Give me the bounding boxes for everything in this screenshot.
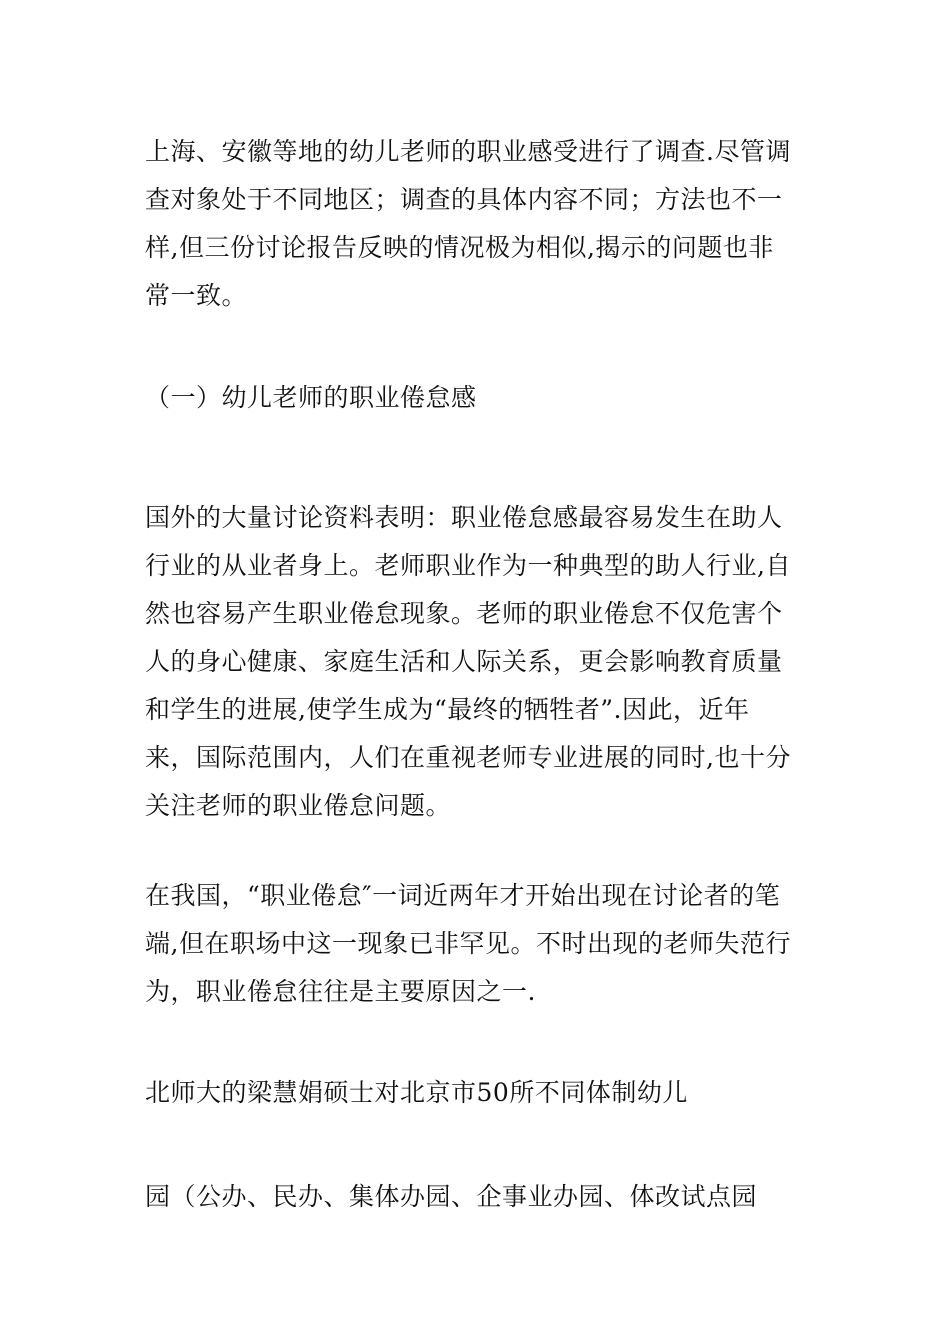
text-line: 北师大的梁慧娟硕士对北京市50所不同体制幼儿 [145,1078,688,1107]
text-line: 人的身心健康、家庭生活和人际关系，更会影响教育质量 [145,647,783,676]
text-line: 国外的大量讨论资料表明：职业倦怠感最容易发生在助人 [145,503,783,532]
heading-text: （一）幼儿老师的职业倦怠感 [145,383,477,412]
text-line: 园（公办、民办、集体办园、企事业办园、体改试点园 [145,1182,758,1211]
text-line: 端,但在职场中这一现象已非罕见。不时出现的老师失范行 [145,929,791,958]
text-line: 样,但三份讨论报告反映的情况极为相似,揭示的问题也非 [145,233,774,262]
text-line: 关注老师的职业倦怠问题。 [145,791,452,820]
text-line: 为，职业倦怠往往是主要原因之一. [145,977,536,1006]
text-line: 查对象处于不同地区；调查的具体内容不同；方法也不一 [145,185,783,214]
text-line: 和学生的进展,使学生成为“最终的牺牲者”.因此，近年 [145,695,750,724]
paragraph-kindergarten-types [145,1173,810,1221]
paragraph-burnout-china [145,872,810,1016]
paragraph-burnout-abroad [145,494,810,830]
text-line: 然也容易产生职业倦怠现象。老师的职业倦怠不仅危害个 [145,599,783,628]
text-line: 来，国际范围内，人们在重视老师专业进展的同时,也十分 [145,743,791,772]
text-line: 行业的从业者身上。老师职业作为一种典型的助人行业,自 [145,551,791,580]
text-line: 上海、安徽等地的幼儿老师的职业感受进行了调查.尽管调 [145,137,791,166]
text-line: 在我国，“职业倦怠″一词近两年才开始出现在讨论者的笔 [145,881,781,910]
section-heading [145,374,810,422]
paragraph-beijing-study [145,1069,810,1117]
text-line: 常一致。 [145,281,248,310]
paragraph-survey-summary [145,128,810,320]
